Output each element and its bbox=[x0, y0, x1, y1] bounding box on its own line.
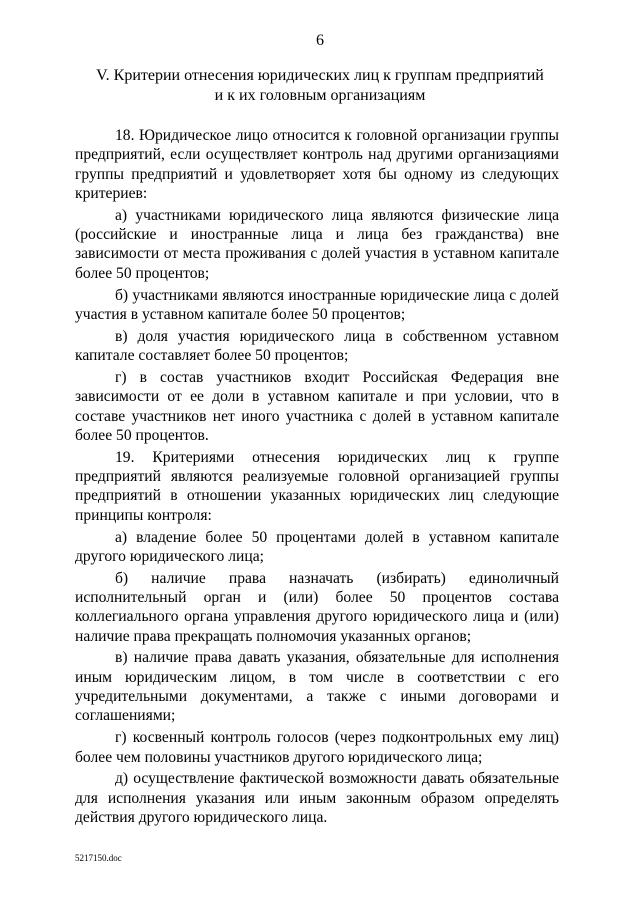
paragraph-19: 19. Критериями отнесения юридических лиц к группе предприятий являются реализуемые головной организацией группы предприятий в отношении указанных юридических лиц следующие принципы контроля: bbox=[75, 448, 559, 524]
section-title-line-1: V. Критерии отнесения юридических лиц к группам предприятий bbox=[96, 67, 544, 84]
paragraph-18-b: б) участниками являются иностранные юридические лица с долей участия в уставном капитале более 50 процентов; bbox=[75, 286, 559, 323]
page-number: 6 bbox=[316, 32, 324, 49]
section-title bbox=[60, 66, 580, 106]
paragraph-19-d: д) осуществление фактической возможности давать обязательные для исполнения указания или иным законным образом определять действия другого юридического лица. bbox=[75, 770, 559, 827]
paragraph-19-g: г) косвенный контроль голосов (через подконтрольных ему лиц) более чем половины участников другого юридического лица; bbox=[75, 729, 559, 766]
paragraph-19-v: в) наличие права давать указания, обязательные для исполнения иным юридическим лицом, в том числе в соответствии с его учредительными документами, а также с иными договорами и соглашениями; bbox=[75, 649, 559, 725]
paragraph-18-v: в) доля участия юридического лица в собственном уставном капитале составляет более 50 процентов; bbox=[75, 327, 559, 365]
paragraph-18-a: а) участниками юридического лица являются физические лица (российские и иностранные лица и лица без гражданства) вне зависимости от места проживания с долей участия в уставном капитале более 50 процентов; bbox=[75, 206, 559, 282]
footer-doc-id: 5217150.doc bbox=[75, 853, 122, 863]
section-title-line-2: и к их головным организациям bbox=[214, 87, 426, 104]
body-text bbox=[75, 126, 559, 830]
paragraph-18-g: г) в состав участников входит Российская Федерация вне зависимости от ее доли в уставном капитале и при условии, что в составе участников нет иного участника с долей в уставном капитале более 50 процентов. bbox=[75, 368, 559, 444]
paragraph-19-b: б) наличие права назначать (избирать) единоличный исполнительный орган и (или) более 50 процентов состава коллегиального органа управления другого юридического лица и (или) наличие права прекращать полномочия указанных органов; bbox=[75, 569, 559, 645]
paragraph-18: 18. Юридическое лицо относится к головной организации группы предприятий, если осуществляет контроль над другими организациями группы предприятий и удовлетворяет хотя бы одному из следующих критериев: bbox=[75, 127, 559, 202]
paragraph-19-a: а) владение более 50 процентами долей в уставном капитале другого юридического лица; bbox=[75, 528, 559, 565]
